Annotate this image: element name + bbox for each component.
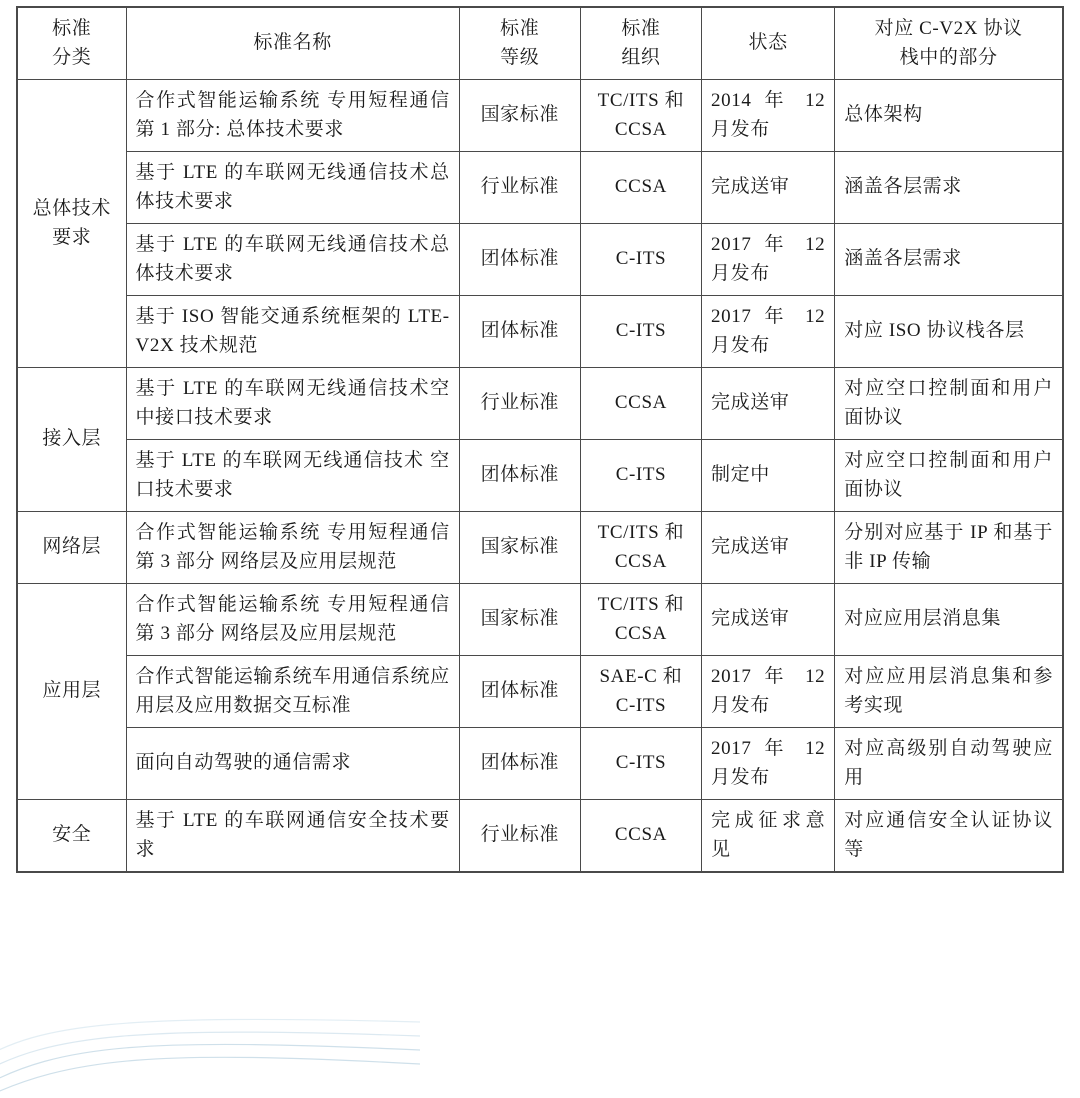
cell-organization: CCSA [580, 152, 701, 224]
table-row [17, 584, 1063, 656]
table-row [17, 152, 1063, 224]
cell-protocol-part: 对应高级别自动驾驶应用 [835, 728, 1063, 800]
table-row [17, 512, 1063, 584]
cell-standard-level: 团体标准 [459, 440, 580, 512]
cell-standard-level: 团体标准 [459, 656, 580, 728]
cell-standard-name: 合作式智能运输系统 专用短程通信 第 3 部分 网络层及应用层规范 [126, 584, 459, 656]
cell-standard-level: 团体标准 [459, 296, 580, 368]
cell-standard-name: 基于 LTE 的车联网无线通信技术 空口技术要求 [126, 440, 459, 512]
document-page [0, 6, 1080, 1098]
table-row [17, 368, 1063, 440]
cell-standard-level: 团体标准 [459, 728, 580, 800]
cell-standard-name: 基于 LTE 的车联网无线通信技术总体技术要求 [126, 152, 459, 224]
cell-category: 接入层 [17, 368, 126, 512]
table-row [17, 800, 1063, 873]
cell-status: 2017 年 12 月发布 [702, 728, 835, 800]
table-row [17, 728, 1063, 800]
table-row [17, 656, 1063, 728]
cell-status: 完成送审 [702, 152, 835, 224]
cell-standard-level: 国家标准 [459, 512, 580, 584]
header-row [17, 7, 1063, 80]
cell-status: 2014 年 12 月发布 [702, 80, 835, 152]
cell-status: 2017 年 12 月发布 [702, 224, 835, 296]
cell-protocol-part: 分别对应基于 IP 和基于非 IP 传输 [835, 512, 1063, 584]
cell-standard-name: 基于 LTE 的车联网无线通信技术总体技术要求 [126, 224, 459, 296]
cell-standard-level: 行业标准 [459, 152, 580, 224]
cell-standard-level: 团体标准 [459, 224, 580, 296]
header-organization: 标准 组织 [580, 7, 701, 80]
header-part: 对应 C-V2X 协议 栈中的部分 [835, 7, 1063, 80]
cell-standard-name: 基于 LTE 的车联网通信安全技术要求 [126, 800, 459, 873]
cell-status: 2017 年 12 月发布 [702, 296, 835, 368]
cell-standard-level: 行业标准 [459, 800, 580, 873]
cell-status: 完成征求意见 [702, 800, 835, 873]
cell-protocol-part: 对应空口控制面和用户面协议 [835, 440, 1063, 512]
cell-protocol-part: 对应应用层消息集 [835, 584, 1063, 656]
cell-organization: TC/ITS 和 CCSA [580, 80, 701, 152]
cell-standard-name: 面向自动驾驶的通信需求 [126, 728, 459, 800]
cell-status: 完成送审 [702, 368, 835, 440]
header-level: 标准 等级 [459, 7, 580, 80]
cell-standard-level: 行业标准 [459, 368, 580, 440]
cell-category: 总体技术要求 [17, 80, 126, 368]
decorative-curves [0, 838, 420, 1098]
cell-category: 应用层 [17, 584, 126, 800]
cell-organization: C-ITS [580, 296, 701, 368]
cell-organization: C-ITS [580, 440, 701, 512]
cell-protocol-part: 涵盖各层需求 [835, 224, 1063, 296]
table-row [17, 80, 1063, 152]
table-row [17, 296, 1063, 368]
cell-organization: CCSA [580, 368, 701, 440]
cell-organization: C-ITS [580, 224, 701, 296]
cell-protocol-part: 涵盖各层需求 [835, 152, 1063, 224]
cell-standard-name: 合作式智能运输系统 专用短程通信 第 3 部分 网络层及应用层规范 [126, 512, 459, 584]
header-category: 标准 分类 [17, 7, 126, 80]
cell-organization: CCSA [580, 800, 701, 873]
cell-standard-name: 合作式智能运输系统 专用短程通信 第 1 部分: 总体技术要求 [126, 80, 459, 152]
cell-standard-name: 基于 LTE 的车联网无线通信技术空中接口技术要求 [126, 368, 459, 440]
cell-category: 安全 [17, 800, 126, 873]
table-header [17, 7, 1063, 80]
cell-standard-name: 合作式智能运输系统车用通信系统应用层及应用数据交互标准 [126, 656, 459, 728]
cell-organization: TC/ITS 和 CCSA [580, 584, 701, 656]
cell-protocol-part: 总体架构 [835, 80, 1063, 152]
table-row [17, 440, 1063, 512]
cell-protocol-part: 对应应用层消息集和参考实现 [835, 656, 1063, 728]
cell-organization: C-ITS [580, 728, 701, 800]
cell-status: 2017 年 12 月发布 [702, 656, 835, 728]
cell-organization: SAE-C 和 C-ITS [580, 656, 701, 728]
cell-standard-name: 基于 ISO 智能交通系统框架的 LTE-V2X 技术规范 [126, 296, 459, 368]
cell-status: 制定中 [702, 440, 835, 512]
cell-status: 完成送审 [702, 584, 835, 656]
cell-category: 网络层 [17, 512, 126, 584]
cell-standard-level: 国家标准 [459, 80, 580, 152]
standards-table [16, 6, 1064, 873]
cell-standard-level: 国家标准 [459, 584, 580, 656]
header-status: 状态 [702, 7, 835, 80]
table-body [17, 80, 1063, 873]
cell-status: 完成送审 [702, 512, 835, 584]
cell-organization: TC/ITS 和 CCSA [580, 512, 701, 584]
cell-protocol-part: 对应 ISO 协议栈各层 [835, 296, 1063, 368]
header-name: 标准名称 [126, 7, 459, 80]
table-row [17, 224, 1063, 296]
cell-protocol-part: 对应通信安全认证协议等 [835, 800, 1063, 873]
cell-protocol-part: 对应空口控制面和用户面协议 [835, 368, 1063, 440]
